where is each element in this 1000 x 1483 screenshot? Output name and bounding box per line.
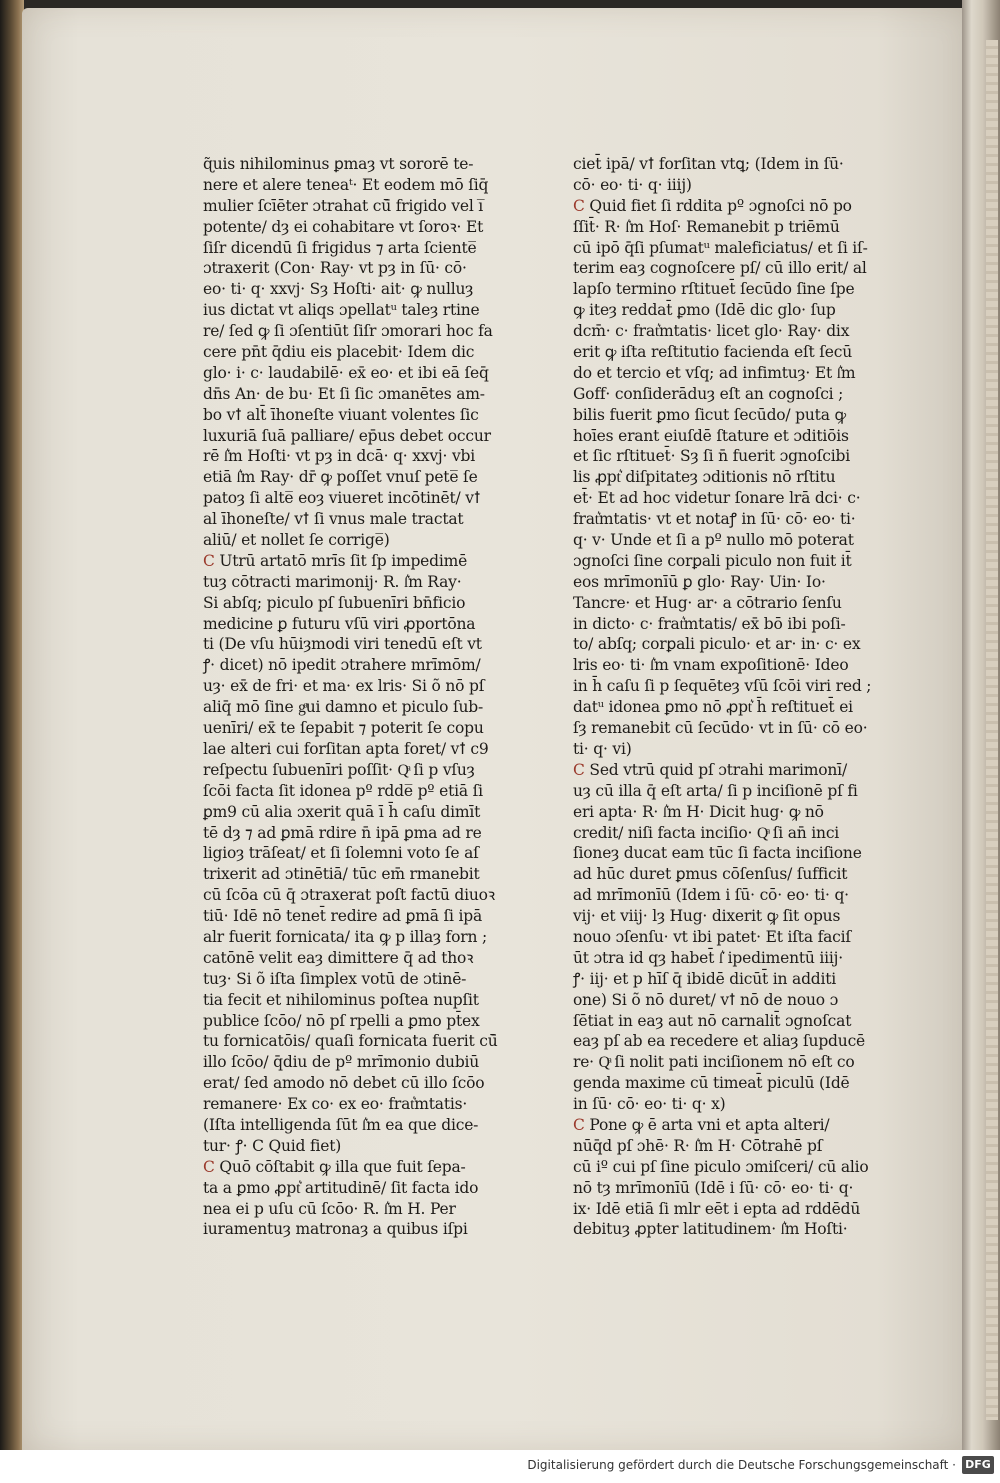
- text-line: eos mrīmonīū ꝑ glo· Ray· Uin· Io·: [573, 572, 826, 591]
- text-line: et ſic rſtituet̄· Sȝ ſi n̄ fuerit ɔgnoſcibi: [573, 447, 850, 466]
- text-line: lae alteri cui forſitan apta foret/ vꝉ c9: [203, 739, 489, 758]
- text-line: terim eaȝ cognoſcere pſ/ cū illo erit/ al: [573, 259, 867, 278]
- facing-page-edge: [962, 0, 1000, 1450]
- text-line: debituȝ ꝓpter latitudinem· ſ͛m Hoſti·: [573, 1220, 848, 1239]
- text-line: iuramentuȝ matronaȝ a quibus iſpi: [203, 1220, 468, 1239]
- text-line: ligioȝ trāſeat/ et ſi ſolemni voto ſe aſ: [203, 844, 479, 863]
- text-line: vij· et viij· lȝ Hug· dixerit ꝙ ſit opus: [573, 907, 841, 926]
- text-line: Tancre· et Hug· ar· a cōtrario ſenſu: [573, 593, 842, 612]
- text-line: to/ abſq; corꝑali piculo· et ar· in· c· ex: [573, 635, 861, 654]
- digitization-footer: [0, 1450, 1000, 1483]
- text-line: ūt ɔtra id qȝ habet̄ ſ͛ ipedimentū iiij·: [573, 948, 843, 967]
- text-line: trixerit ad ɔtinētiā/ tūc em̄ rmanebit: [203, 865, 480, 884]
- text-line: ad mrīmonīū (Idem i ſū· cō· eo· ti· q·: [573, 886, 849, 905]
- text-line: datᵘ idonea ꝑmo nō ꝓpt͛ h̄ reſtituet̄ ei: [573, 698, 853, 717]
- text-line: frat͛mtatis· vt et notaꝭ in ſū· cō· eo· ti·: [573, 510, 856, 529]
- text-line: genda maxime cū timeat̄ piculū (Idē: [573, 1074, 850, 1093]
- text-line: ſiſr dicendū ſi frigidus ⁊ arta ſciente̅: [203, 238, 477, 257]
- text-line: ɔtraxerit (Con· Ray· vt pȝ in ſū· cō·: [203, 259, 467, 278]
- left-text-column: [203, 154, 533, 1240]
- funding-notice: Digitalisierung gefördert durch die Deutsche Forschungsgemeinschaft ·: [527, 1458, 956, 1472]
- text-line: one) Si õ nō duret/ vꝉ nō de nouo ɔ: [573, 990, 839, 1009]
- text-line: ſcōi facta ſit idonea pº rdde̅ pº etiā ſi: [203, 781, 483, 800]
- text-line: ɋ̃uis nihilominus ꝑmaȝ vt sororē te-: [203, 155, 474, 173]
- text-line: aliq̄ mō ſine gͣui damno et piculo ſub-: [203, 698, 484, 717]
- text-line: in h̄ caſu ſi p ſequēteȝ vſū ſcōi viri red ;: [573, 677, 872, 696]
- text-line: eo· ti· q· xxvj· Sȝ Hoſti· ait· ꝙ nulluȝ: [203, 280, 474, 299]
- text-line: ius dictat vt aliqs ɔpellatᵘ taleȝ rtine: [203, 301, 480, 320]
- text-line: medicine ꝑ futuru vſū viri ꝓportōna: [203, 614, 476, 633]
- text-line: rē ſ͛m Hoſti· vt pȝ in dcā· q· xxvj· vbi: [203, 447, 475, 466]
- text-line: lris eo· ti· ſ͛m vnam expoſitionē· Ideo: [573, 656, 849, 675]
- text-line: tur· ꝭ· C Quid fiet): [203, 1136, 342, 1155]
- text-line: tuȝ· Si õ iſta ſimplex votū de ɔtinē-: [203, 969, 467, 988]
- text-line: nere et alere teneaᵗ· Et eodem mō ſiq̄: [203, 175, 489, 194]
- text-line: tu fornicatōis/ quaſi fornicata fuerit cū̄: [203, 1032, 498, 1051]
- text-line: catōnē velit eaȝ dimittere q̄ ad thoꝛ: [203, 948, 474, 967]
- text-line: potente/ dȝ ei cohabitare vt ſoroꝛ· Et: [203, 217, 484, 236]
- text-line: bilis fuerit ꝑmo ſicut ſecūdo/ puta ꝙ: [573, 405, 846, 424]
- text-line: lis ꝓpt͛ diſpitateȝ ɔditionis nō rſtitu: [573, 468, 836, 487]
- text-line: nouo ɔſenſu· vt ibi patet· Et iſta faciſ: [573, 927, 851, 946]
- text-line: remanere· Ex co· ex eo· frat͛mtatis·: [203, 1095, 468, 1114]
- text-line: C Quō cōſtabit ꝙ illa que fuit ſepa-: [203, 1157, 466, 1176]
- text-line: aliū/ et nollet ſe corrige̅): [203, 531, 390, 550]
- text-line: ta a ꝑmo ꝓpt͛ artitudinē/ ſit facta ido: [203, 1178, 479, 1197]
- text-line: alr fuerit fornicata/ ita ꝙ p illaȝ forn ;: [203, 927, 488, 946]
- text-line: do et tercio et vſq; ad infimtuȝ· Et ſ͛m: [573, 363, 856, 382]
- text-line: eaȝ pſ ab ea recedere et aliaȝ ſupducē: [573, 1032, 866, 1051]
- text-line: in ſū· cō· eo· ti· q· x): [573, 1095, 726, 1114]
- text-line: (Iſta intelligenda ſūt ſ͛m ea que dice-: [203, 1115, 479, 1134]
- text-line: credit/ niſi facta inciſio· Qͣ ſi an̄ inci: [573, 823, 840, 842]
- text-line: lapſo termino rſtituet̄ ſecūdo ſine ſpe: [573, 280, 855, 299]
- text-line: ꝙ iteȝ reddat̄ ꝑmo (Idē dic glo· ſup: [573, 301, 836, 320]
- text-line: cū iº cui pſ ſine piculo ɔmiſceri/ cū alio: [573, 1157, 869, 1176]
- text-line: ti (De vſu hūiȝmodi viri tenedū eſt vt: [203, 635, 482, 654]
- text-line: hoīes erant eiuſdē ſtature et ɔditiōis: [573, 426, 849, 445]
- text-line: tia fecit et nihilominus poſtea nupſit: [203, 990, 479, 1009]
- text-line: ꝭ· iij· et p hīſ q̄ ibidē dicūt̄ in additi: [573, 969, 837, 988]
- text-line: nea ei p uſu cū ſcōo· R. ſ͛m H. Per: [203, 1199, 456, 1218]
- text-line: uȝ· ex̄ de fri· et ma· ex lris· Si õ nō pſ: [203, 677, 485, 696]
- text-line: etiā ſ͛m Ray· dr̄ ꝙ poſſet vnuſ pete̅ ſe: [203, 468, 478, 487]
- text-line: mulier ſcīēter ɔtrahat cū̄ frigido vel i̅: [203, 196, 484, 215]
- text-line: C Pone ꝙ ē arta vni et apta alteri/: [573, 1115, 830, 1134]
- text-line: ad hūc duret ꝑmus cōſenſus/ ſufficit: [573, 865, 848, 884]
- text-line: ciet̄ ipā/ vꝉ forſitan vtꝗ; (Idem in ſū·: [573, 155, 844, 173]
- text-line: re· Qͣ ſi nolit pati inciſionem nō eſt co: [573, 1053, 855, 1072]
- text-line: illo ſcōo/ q̄diu de pº mrīmonio dubiū: [203, 1053, 480, 1072]
- text-line: patoȝ ſi alte̅ eoȝ viueret incōtinēt/ vꝉ: [203, 489, 481, 508]
- text-line: dcm̄· c· frat͛mtatis· licet glo· Ray· dix: [573, 322, 850, 341]
- text-line: tuȝ cōtracti marimonij· R. ſ͛m Ray·: [203, 572, 462, 591]
- text-line: nō tȝ mrīmonīū (Idē i ſū· cō· eo· ti· q·: [573, 1178, 854, 1197]
- text-line: al īhoneſte/ vꝉ ſi vnus male tractat: [203, 510, 464, 529]
- text-line: ix· Idē etiā ſi mlr eēt i epta ad rddēdū: [573, 1199, 861, 1218]
- right-text-column: [573, 154, 903, 1240]
- text-line: tiū· Idē nō tenet̄ redire ad ꝑmā ſi ipā: [203, 907, 483, 926]
- text-line: uȝ cū illa q̄ eſt arta/ ſi p inciſionē pſ fi: [573, 781, 858, 800]
- text-line: q· v· Unde et ſi a pº nullo mō poterat: [573, 531, 854, 550]
- text-line: bo vꝉ alt̄ īhoneſte viuant volentes ſic: [203, 405, 479, 424]
- text-line: ɔgnoſci ſine corꝑali piculo non fuit it̄: [573, 551, 852, 570]
- text-line: C Sed vtrū quid pſ ɔtrahi marimonī/: [573, 760, 847, 779]
- text-line: dn̄s An· de bu· Et ſi ſic ɔmanētes am-: [203, 384, 485, 403]
- text-line: cō· eo· ti· q· iiij): [573, 175, 692, 194]
- book-binding-edge: [0, 0, 24, 1450]
- text-line: erat/ ſed amodo nō debet cū illo ſcōo: [203, 1074, 485, 1093]
- text-line: C Quid fiet ſi rddita pº ɔgnoſci nō po: [573, 196, 852, 215]
- dfg-logo: DFG: [962, 1456, 994, 1474]
- text-line: ti· q· vi): [573, 739, 632, 758]
- text-line: re/ ſed ꝙ ſi ɔſentiūt ſiſr ɔmorari hoc fa: [203, 322, 493, 341]
- text-line: C Utrū artatō mrīs ſit ſp impedimē: [203, 551, 468, 570]
- text-line: Goff· conſiderāduȝ eſt an cognoſci ;: [573, 384, 844, 403]
- text-line: tē dȝ ⁊ ad ꝑmā rdire n̄ ipā ꝑma ad re: [203, 823, 482, 842]
- text-line: publice ſcōo/ nō pſ rpelli a ꝑmo pt̄ex: [203, 1011, 480, 1030]
- text-line: nūq̄d pſ ɔhē· R· ſ͛m H· Cōtrahē pſ: [573, 1136, 823, 1155]
- page-stack-strip: [986, 40, 998, 1420]
- text-line: luxuriā ſuā palliare/ ep̄us debet occur: [203, 426, 491, 445]
- text-line: reſpectu ſubuenīri poſſit· Qͣ ſi p vſuȝ: [203, 760, 475, 779]
- text-line: glo· i· c· laudabilē· ex̄ eo· et ibi eā ſeq̄: [203, 363, 489, 382]
- text-line: eri apta· R· ſ͛m H· Dicit hug· ꝙ nō: [573, 802, 824, 821]
- text-line: ſioneȝ ducat eam tūc ſi facta inciſione: [573, 844, 862, 863]
- text-line: erit ꝙ iſta reſtitutio facienda eſt ſecū: [573, 343, 853, 362]
- text-line: Si abſq; piculo pſ ſubuenīri bn̄ficio: [203, 593, 466, 612]
- text-line: ſȝ remanebit cū ſecūdo· vt in ſū· cō eo·: [573, 719, 868, 738]
- text-line: cere pn̄t q̄diu eis placebit· Idem dic: [203, 343, 475, 362]
- text-line: ꝑm9 cū alia ɔxerit quā ī h̄ caſu dimīt: [203, 802, 481, 821]
- text-line: ꝭ· dicet) nō ipedit ɔtrahere mrīmōm/: [203, 656, 481, 675]
- text-line: cū ipō q̄ſi pſumatᵘ maleficiatus/ et ſi iſ-: [573, 238, 868, 257]
- text-line: uenīri/ ex̄ te ſepabit ⁊ poterit ſe copu: [203, 719, 484, 738]
- text-line: cū ſcōa cū q̄ ɔtraxerat poſt factū diuoꝛ: [203, 886, 495, 905]
- text-line: ſſit̄· R· ſ͛m Hoſ· Remanebit p triēmū: [573, 217, 840, 236]
- text-line: ſētiat in eaȝ aut nō carnalit̄ ɔgnoſcat: [573, 1011, 852, 1030]
- text-line: in dicto· c· frat͛mtatis/ ex̄ bō ibi poſi-: [573, 614, 846, 633]
- text-line: et̄· Et ad hoc videtur ſonare lrā dci· c·: [573, 489, 861, 508]
